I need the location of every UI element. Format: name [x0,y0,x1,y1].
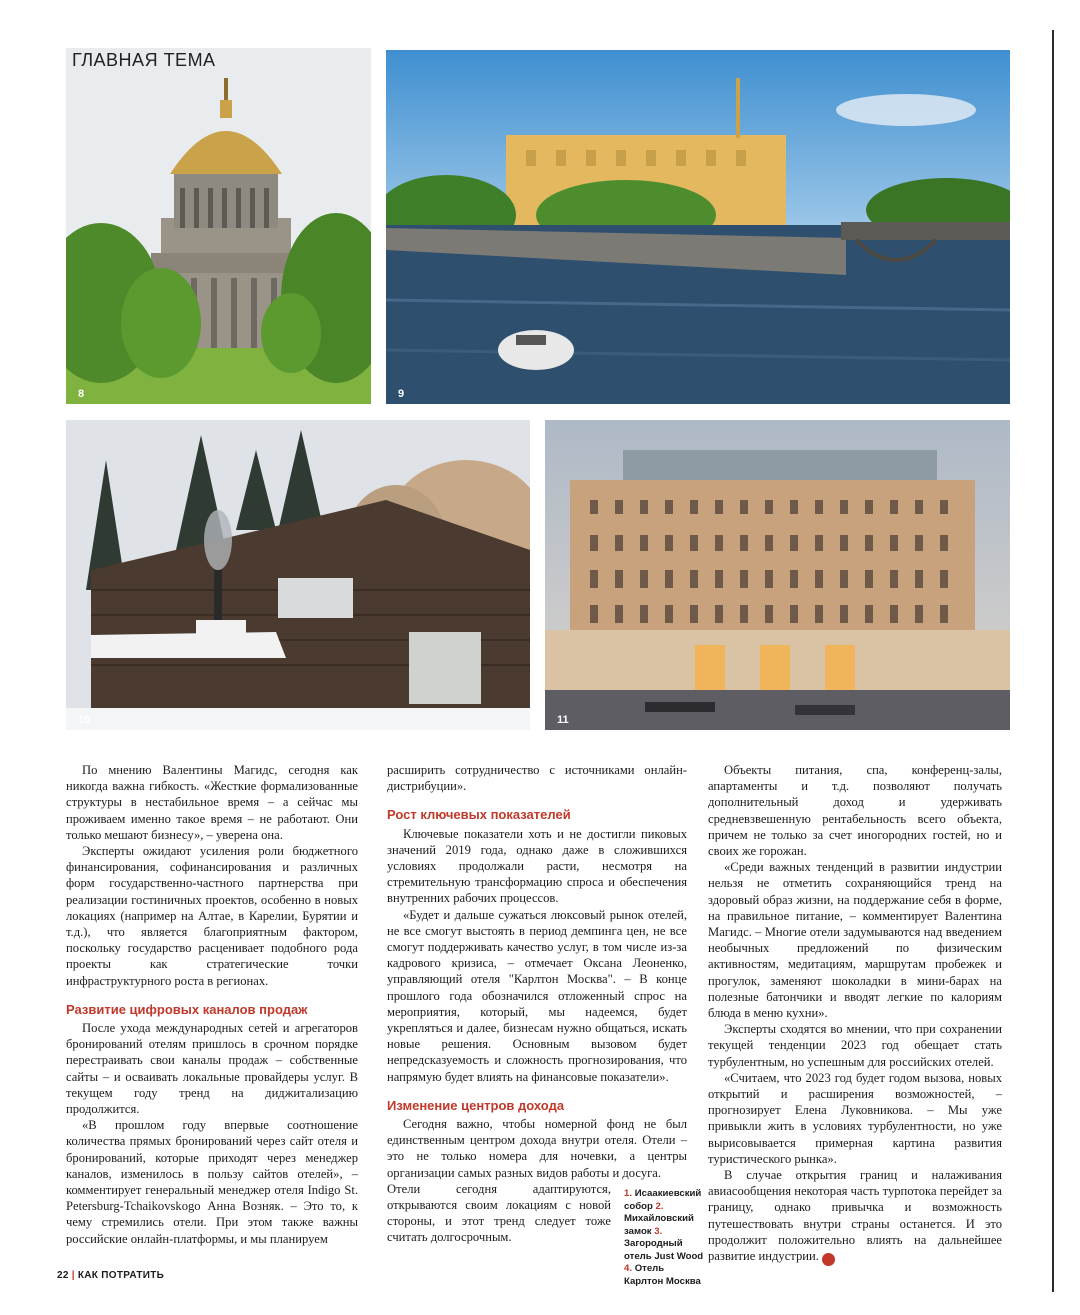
subheading: Изменение центров дохода [387,1097,565,1113]
paragraph: расширить сотрудничество с источниками онлайн-дистрибуции». [387,763,687,794]
paragraph: Сегодня важно, чтобы номерной фонд не был единственным центром дохода внутри отеля. Отели – это не только номера для ночевки, а центры организации самых разных видов работы и досуга. [387,1117,687,1180]
end-of-article-mark: К [822,1253,835,1266]
paragraph: После ухода международных сетей и агрегаторов бронирований отелям пришлось в срочном порядке перестраивать свои каналы продаж – собственные сайты – и осваивать локальные провайдеры услуг. В текущем году тренд на диджитализацию продолжится. [66,1021,358,1117]
page-footer [57,1270,164,1281]
paragraph: По мнению Валентины Магидс, сегодня как никогда важна гибкость. «Жесткие формализованные структуры в нестабильное время – а сейчас мы проживаем именно такое время – не работают. Они только мешают бизнесу», – уверена она. [66,763,358,842]
photo-number: 8 [78,388,85,400]
magazine-title: КАК ПОТРАТИТЬ [77,1270,165,1281]
article-column-2 [387,762,687,1246]
subheading: Рост ключевых показателей [387,807,571,823]
article-column-1 [66,762,358,1247]
paragraph: Объекты питания, спа, конференц-залы, апартаменты и т.д. позволяют получать дополнительный доход и удерживать средневзвешенную рентабельность всего объекта, причем не только за счет иногородних гостей, но и своих же горожан. [708,763,1002,859]
page-number: 22 [57,1270,69,1281]
photo-carlton-moscow [545,420,1010,730]
paragraph: В случае открытия границ и налаживания авиасообщения некоторая часть турпотока перейдет за границу, однако привычка и возможность путешествовать внутри страны останется. И это продолжит положительно влиять на дальнейшее развитие индустрии. К [708,1168,1002,1265]
paragraph: «Считаем, что 2023 год будет годом вызова, новых открытий и расширения возможностей, – прогнозирует Елена Луковникова. – Мы уже привыкли жить в условиях турбулентности, но уже вырисовывается примерная картина развития туристического рынка». [708,1070,1002,1166]
photo-just-wood-hotel [66,420,530,730]
paragraph: «Будет и дальше сужаться люксовый рынок отелей, не все смогут выстоять в период демпинга цен, не все смогут поддерживать качество услуг, в том числе из-за кадрового кризиса, – отмечает Оксана Леоненко, управляющий отеля "Карлтон Москва". – В конце прошлого года обозначился отложенный спрос на мероприятия, который, мы надеемся, будет укрепляться и далее, бизнесам нужно общаться, искать новые решения. Основным вызовом будет непредсказуемость и сложность прогнозирования, что напрямую будет влиять на финансовые показатели». [387,907,687,1084]
paragraph: «Среди важных тенденций в развитии индустрии нельзя не отметить сохраняющийся тренд на здоровый образ жизни, на поддержание себя в форме, на правильное питание, – комментирует Валентина Магидс. – Многие отели задумываются над введением необычных предложений по физическим активностям, медитациям, маршрутам пробежек и прогулок, заменяют шоколадки в мини-барах на полезные батончики и вводят легкие по калориям блюда в меню кухни». [708,860,1002,1021]
paragraph: Отели сегодня адаптируются, открываются своим локациям с новой стороны, и этот тренд следует тоже считать долгосрочным. [387,1181,611,1245]
photo-number: 9 [398,388,405,400]
article-column-3 [708,762,1002,1266]
section-label: ГЛАВНАЯ ТЕМА [72,50,216,70]
subheading: Развитие цифровых каналов продаж [66,1001,308,1017]
page-edge-line [1052,30,1054,1292]
photo-number: 11 [557,714,569,726]
photo-number: 10 [78,714,91,726]
photo-mikhailovsky-castle [386,50,1010,404]
photo-isaac-cathedral [66,48,371,404]
paragraph: Эксперты сходятся во мнении, что при сохранении текущей тенденции 2023 год обещает стать турбулентным, но успешным для российских отелей. [708,1022,1002,1069]
footer-separator: | [71,1270,75,1281]
paragraph: Эксперты ожидают усиления роли бюджетного финансирования, софинансирования и различных форм государственно-частного партнерства при реализации гостиничных проектов, особенно в новых локациях (например на Алтае, в Карелии, Бурятии и т.д.), что является благоприятным фактором, поскольку государство расценивает подобного рода проекты как стратегические точки инфраструктурного роста в регионах. [66,844,358,988]
photo-caption: 1. Исаакиевский собор 2. Михайловский замок 3. Загородный отель Just Wood 4. Отель Карлтон Москва [624,1188,704,1287]
paragraph: «В прошлом году впервые соотношение количества прямых бронирований через сайт отеля и бронирований, которые приходят через менеджер каналов, изменилось в пользу сайтов отелей», – комментирует генеральный менеджер отеля Indigo St. Petersburg-Tchaikovskogo Анна Возняк. – Это то, к чему стремились отели. При этом также важны российские онлайн-платформы, и мы планируем [66,1118,358,1246]
paragraph: Ключевые показатели хоть и не достигли пиковых значений 2019 года, однако даже в сложившихся условиях продолжали расти, несмотря на стремительную трансформацию спроса и обеспечения внутренних рабочих процессов. [387,826,687,906]
